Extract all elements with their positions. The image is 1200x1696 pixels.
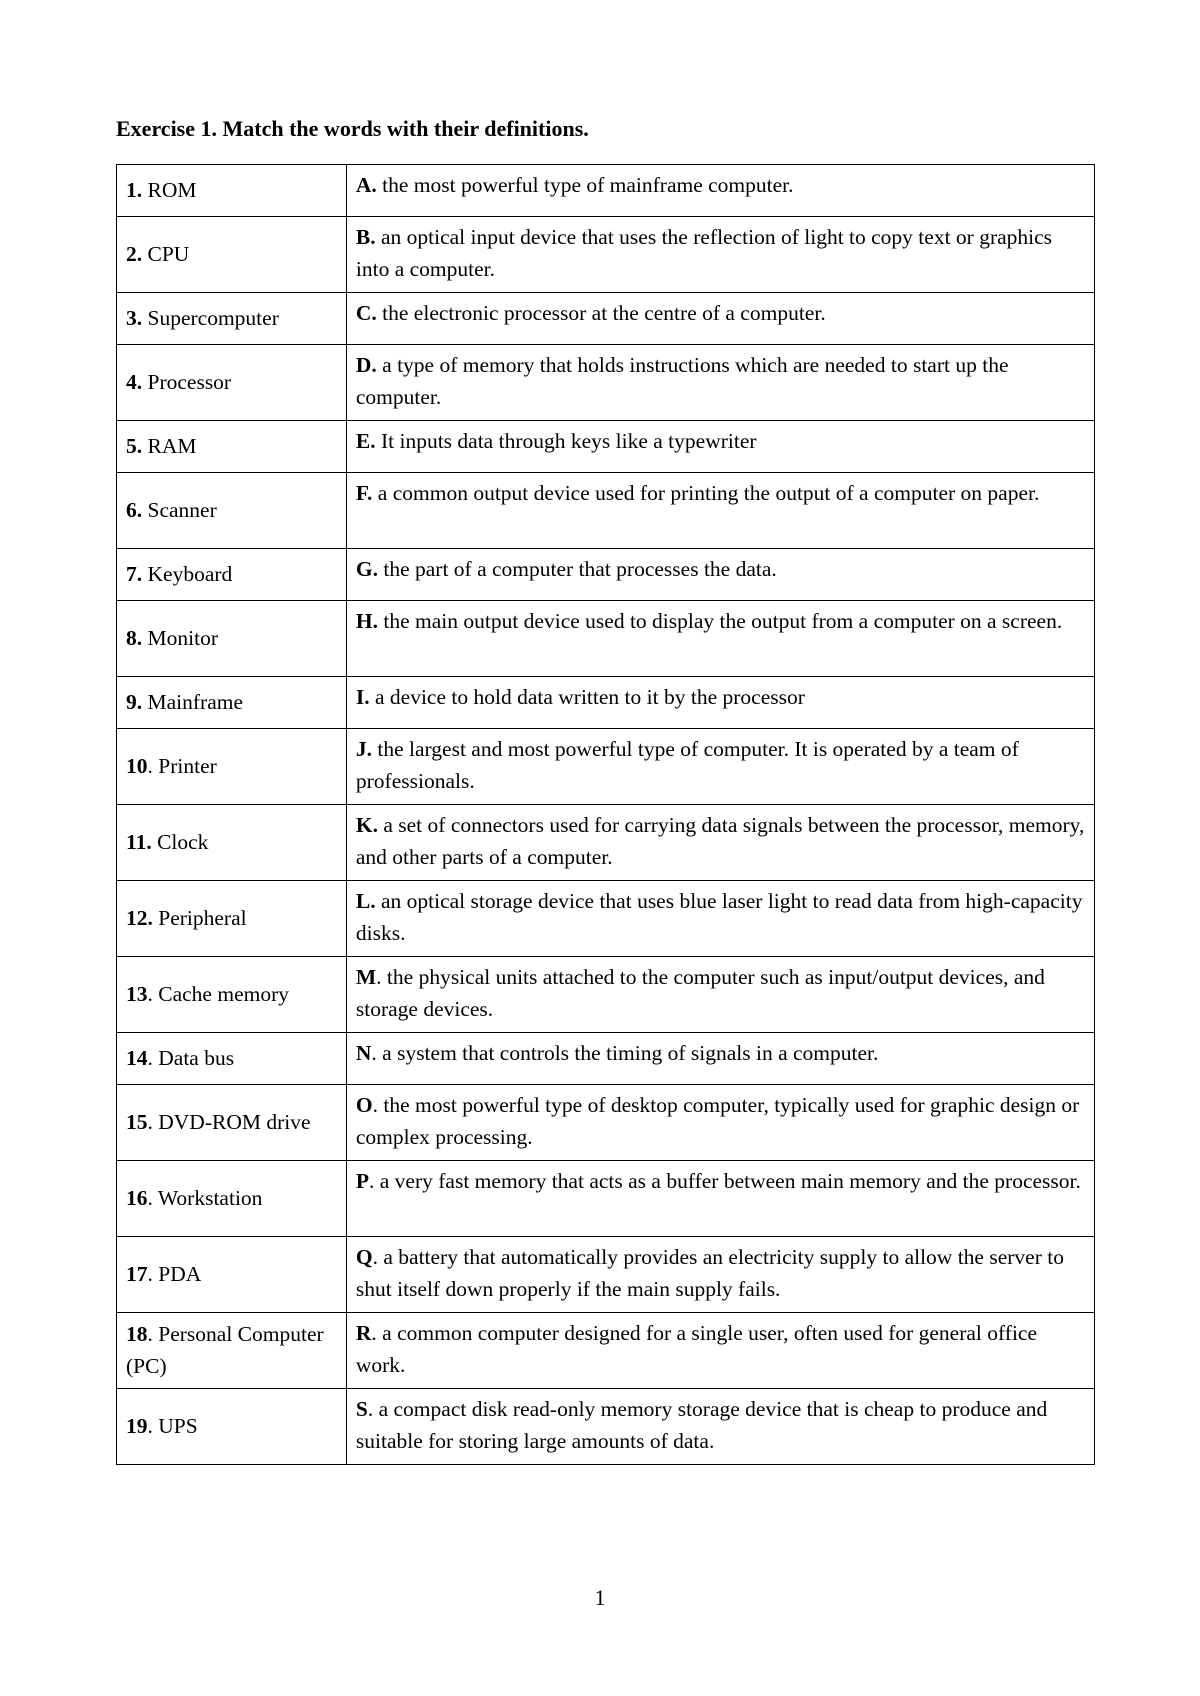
exercise-heading: Exercise 1. Match the words with their definitions. [116, 116, 589, 141]
definition-text: an optical input device that uses the reflection of light to copy text or graphics into a computer. [355, 225, 1058, 281]
term-number: 6. [126, 498, 143, 522]
table-row [117, 957, 1095, 1033]
table-row [117, 677, 1095, 729]
definition-cell [346, 677, 1094, 729]
definition-cell [346, 957, 1094, 1033]
term-number: 1. [126, 178, 143, 202]
term-number: 8. [126, 626, 143, 650]
term-text: CPU [142, 242, 190, 266]
term-cell [117, 601, 347, 677]
term-number: 11. [126, 830, 152, 854]
term-number: 15 [126, 1110, 148, 1134]
term-cell [117, 345, 347, 421]
matching-table-body [117, 165, 1095, 1465]
term-cell [117, 1237, 347, 1313]
term-cell [117, 1313, 347, 1389]
table-row [117, 805, 1095, 881]
definition-letter: H. [355, 609, 378, 633]
term-text: Supercomputer [142, 306, 279, 330]
definition-letter: J. [355, 737, 372, 761]
table-row [117, 729, 1095, 805]
definition-letter: E. [355, 429, 376, 453]
definition-cell [346, 601, 1094, 677]
term-text: . DVD-ROM drive [147, 1110, 311, 1134]
table-row [117, 293, 1095, 345]
definition-text: . a common computer designed for a single user, often used for general office work. [355, 1321, 1043, 1377]
term-text: . Workstation [147, 1186, 263, 1210]
definition-text: a common output device used for printing the output of a computer on paper. [372, 481, 1040, 505]
definition-text: . a very fast memory that acts as a buffer between main memory and the processor. [369, 1169, 1081, 1193]
table-row [117, 549, 1095, 601]
term-text: . Printer [147, 754, 217, 778]
definition-text: the part of a computer that processes the data. [377, 557, 777, 581]
definition-text: the main output device used to display the output from a computer on a screen. [377, 609, 1063, 633]
definition-cell [346, 165, 1094, 217]
definition-text: . the most powerful type of desktop computer, typically used for graphic design or complex processing. [355, 1093, 1085, 1149]
term-number: 10 [126, 754, 148, 778]
term-cell [117, 805, 347, 881]
table-row [117, 217, 1095, 293]
term-text: Clock [151, 830, 209, 854]
table-row [117, 1389, 1095, 1465]
table-row [117, 881, 1095, 957]
table-row [117, 601, 1095, 677]
term-text: Keyboard [142, 562, 233, 586]
term-text: Processor [142, 370, 232, 394]
term-cell [117, 293, 347, 345]
term-number: 17 [126, 1262, 148, 1286]
page-number: 1 [594, 1585, 606, 1610]
definition-cell [346, 1237, 1094, 1313]
table-row [117, 473, 1095, 549]
definition-cell [346, 729, 1094, 805]
table-row [117, 421, 1095, 473]
term-cell [117, 957, 347, 1033]
definition-text: the largest and most powerful type of computer. It is operated by a team of professionals. [355, 737, 1025, 793]
term-number: 7. [126, 562, 143, 586]
definition-letter: A. [355, 173, 377, 197]
definition-letter: L. [355, 889, 376, 913]
term-text: Scanner [142, 498, 217, 522]
definition-cell [346, 1085, 1094, 1161]
definition-cell [346, 1313, 1094, 1389]
term-cell [117, 1161, 347, 1237]
term-cell [117, 729, 347, 805]
term-number: 5. [126, 434, 143, 458]
definition-letter: C. [355, 301, 377, 325]
definition-letter: D. [355, 353, 377, 377]
definition-text: the electronic processor at the centre of a computer. [376, 301, 826, 325]
definition-cell [346, 421, 1094, 473]
definition-letter: G. [355, 557, 378, 581]
term-cell [117, 1085, 347, 1161]
term-text: . PDA [147, 1262, 202, 1286]
definition-letter: R [355, 1321, 372, 1345]
definition-letter: B. [355, 225, 376, 249]
definition-text: . a battery that automatically provides an electricity supply to allow the server to shut itself down properly if the main supply fails. [355, 1245, 1070, 1301]
definition-cell [346, 473, 1094, 549]
term-cell [117, 1033, 347, 1085]
definition-cell [346, 217, 1094, 293]
term-number: 19 [126, 1414, 148, 1438]
definition-letter: F. [355, 481, 373, 505]
definition-cell [346, 549, 1094, 601]
matching-table [116, 164, 1095, 1465]
definition-letter: K. [355, 813, 378, 837]
term-text: ROM [142, 178, 197, 202]
definition-text: . a system that controls the timing of signals in a computer. [371, 1041, 879, 1065]
definition-letter: M [355, 965, 377, 989]
term-text: Mainframe [142, 690, 244, 714]
term-text: Peripheral [152, 906, 247, 930]
table-row [117, 165, 1095, 217]
table-row [117, 345, 1095, 421]
term-text: Monitor [142, 626, 218, 650]
term-number: 18 [126, 1322, 148, 1346]
definition-text: a device to hold data written to it by the processor [369, 685, 805, 709]
term-number: 9. [126, 690, 143, 714]
definition-text: an optical storage device that uses blue laser light to read data from high-capacity disks. [355, 889, 1088, 945]
definition-letter: Q [355, 1245, 373, 1269]
definition-cell [346, 293, 1094, 345]
definition-text: It inputs data through keys like a typewriter [375, 429, 757, 453]
definition-text: . the physical units attached to the computer such as input/output devices, and storage devices. [355, 965, 1051, 1021]
definition-letter: O [355, 1093, 373, 1117]
term-text: . UPS [147, 1414, 198, 1438]
table-row [117, 1033, 1095, 1085]
term-cell [117, 217, 347, 293]
term-cell [117, 881, 347, 957]
term-cell [117, 165, 347, 217]
term-cell [117, 421, 347, 473]
table-row [117, 1237, 1095, 1313]
definition-text: . a compact disk read-only memory storage device that is cheap to produce and suitable for storing large amounts of data. [355, 1397, 1053, 1453]
table-row [117, 1313, 1095, 1389]
definition-cell [346, 1033, 1094, 1085]
term-number: 4. [126, 370, 143, 394]
definition-letter: N [355, 1041, 372, 1065]
term-cell [117, 473, 347, 549]
term-number: 12. [126, 906, 153, 930]
term-cell [117, 677, 347, 729]
term-text: RAM [142, 434, 197, 458]
definition-cell [346, 1389, 1094, 1465]
term-text: . Cache memory [147, 982, 289, 1006]
term-number: 14 [126, 1046, 148, 1070]
definition-text: a set of connectors used for carrying data signals between the processor, memory, and other parts of a computer. [355, 813, 1090, 869]
term-text: . Data bus [147, 1046, 235, 1070]
definition-text: a type of memory that holds instructions which are needed to start up the computer. [355, 353, 1014, 409]
definition-cell [346, 1161, 1094, 1237]
definition-letter: S [355, 1397, 368, 1421]
definition-letter: I. [355, 685, 370, 709]
term-cell [117, 549, 347, 601]
table-row [117, 1085, 1095, 1161]
definition-text: the most powerful type of mainframe computer. [376, 173, 794, 197]
definition-cell [346, 345, 1094, 421]
term-text: . Personal Computer (PC) [126, 1322, 330, 1378]
definition-letter: P [355, 1169, 370, 1193]
term-cell [117, 1389, 347, 1465]
definition-cell [346, 881, 1094, 957]
term-number: 16 [126, 1186, 148, 1210]
definition-cell [346, 805, 1094, 881]
term-number: 13 [126, 982, 148, 1006]
term-number: 3. [126, 306, 143, 330]
term-number: 2. [126, 242, 143, 266]
table-row [117, 1161, 1095, 1237]
